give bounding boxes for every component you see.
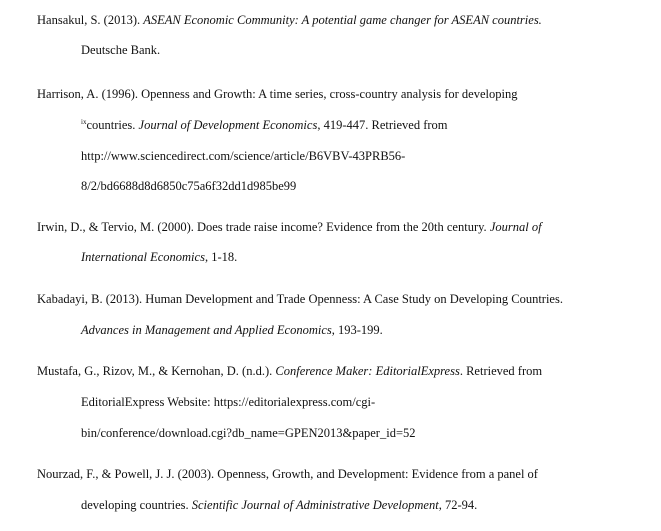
reference-line (81, 178, 296, 194)
reference-text: , 419-447. Retrieved from (317, 118, 448, 132)
reference-line (81, 425, 416, 441)
reference-text: developing countries. (81, 498, 192, 512)
reference-text: Mustafa, G., Rizov, M., & Kernohan, D. (n.d.). (37, 364, 276, 378)
reference-text: EditorialExpress Website: https://editorialexpress.com/cgi- (81, 395, 376, 409)
reference-italic-text: Scientific Journal of Administrative Development (191, 498, 439, 512)
reference-line (37, 291, 563, 307)
reference-text: , 1-18. (204, 250, 238, 264)
reference-line (37, 219, 542, 235)
reference-text: Nourzad, F., & Powell, J. J. (2003). Openness, Growth, and Development: Evidence from a panel of (37, 467, 538, 481)
reference-text: Irwin, D., & Tervio, M. (2000). Does trade raise income? Evidence from the 20th century. (37, 220, 490, 234)
reference-italic-text: Journal of Development Economics (138, 118, 318, 132)
reference-line (81, 497, 477, 513)
reference-line (81, 42, 160, 58)
reference-text: countries. (86, 118, 139, 132)
reference-line (37, 12, 542, 28)
reference-text: 8/2/bd6688d8d6850c75a6f32dd1d985be99 (81, 179, 297, 193)
reference-text: . Retrieved from (459, 364, 543, 378)
reference-line (37, 86, 517, 102)
reference-line (37, 466, 538, 482)
reference-line (37, 363, 542, 379)
reference-text: Hansakul, S. (2013). (37, 13, 144, 27)
reference-text: Deutsche Bank. (81, 43, 161, 57)
reference-italic-text: Journal of (489, 220, 542, 234)
superscript-marker: ix (81, 118, 87, 126)
reference-line (81, 148, 405, 164)
reference-italic-text: Conference Maker: EditorialExpress (275, 364, 460, 378)
reference-text: , 72-94. (438, 498, 478, 512)
reference-italic-text: International Economics (81, 250, 205, 264)
reference-text: , 193-199. (331, 323, 383, 337)
reference-line (81, 117, 448, 133)
reference-text: bin/conference/download.cgi?db_name=GPEN2013&paper_id=52 (81, 426, 416, 440)
reference-text: Kabadayi, B. (2013). Human Development and Trade Openness: A Case Study on Developing Countries. (37, 292, 563, 306)
reference-text: http://www.sciencedirect.com/science/article/B6VBV-43PRB56- (81, 149, 406, 163)
reference-text: Harrison, A. (1996). Openness and Growth: A time series, cross-country analysis for developing (37, 87, 518, 101)
reference-italic-text: ASEAN Economic Community: A potential game changer for ASEAN countries. (143, 13, 542, 27)
reference-line (81, 249, 237, 265)
reference-line (81, 322, 383, 338)
reference-line (81, 394, 375, 410)
reference-italic-text: Advances in Management and Applied Economics (81, 323, 332, 337)
